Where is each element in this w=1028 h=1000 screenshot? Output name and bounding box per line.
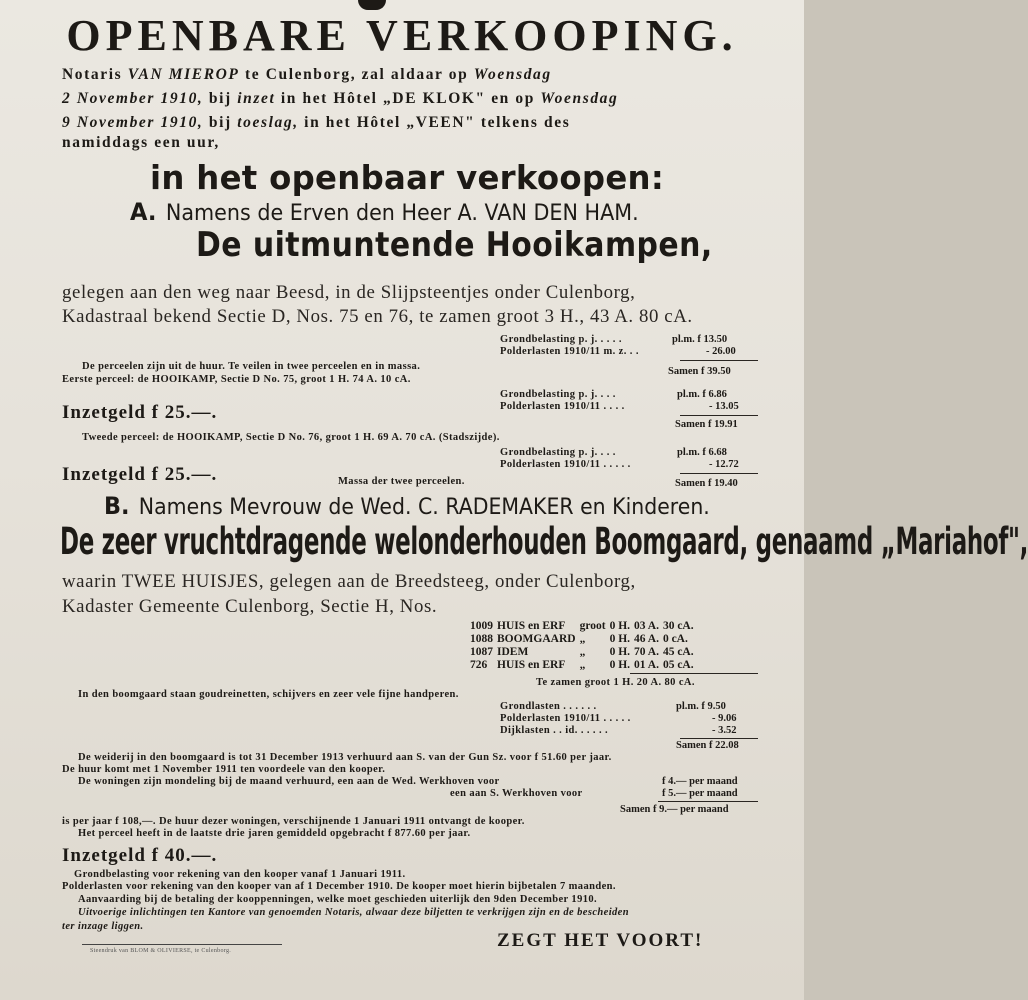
section-a-letter: A. bbox=[130, 198, 157, 226]
section-b-letter: B. bbox=[104, 492, 130, 520]
parcel-name: HUIS en ERF bbox=[497, 659, 566, 671]
dijklasten-label: Dijklasten . . id. . . . . . bbox=[500, 725, 609, 736]
woningen-samen: Samen f 9.— per maand bbox=[620, 804, 729, 815]
parcel-h: 0 H. bbox=[609, 659, 631, 671]
intro-line-4: namiddags een uur, bbox=[62, 134, 220, 151]
parcel-h: 0 H. bbox=[609, 620, 631, 632]
perceel-1-tax-value: pl.m. f 6.86 bbox=[677, 389, 727, 400]
grondlasten-label: Grondlasten . . . . . . bbox=[500, 701, 597, 712]
parcel-groot: „ bbox=[579, 633, 586, 645]
parcel-name: BOOMGAARD bbox=[497, 633, 576, 645]
parcel-row bbox=[470, 620, 698, 633]
footer-line-2: Polderlasten voor rekening van den kooper van af 1 December 1910. De kooper moet hierin bijbetalen 7 maanden. bbox=[62, 881, 616, 892]
parcel-a: 01 A. bbox=[634, 659, 659, 671]
polderlasten-b-value: - 9.06 bbox=[712, 713, 737, 724]
parcel-ca: 45 cA. bbox=[662, 646, 694, 658]
section-a-desc-1: gelegen aan den weg naar Beesd, in de Slijpsteentjes onder Culenborg, bbox=[62, 282, 636, 303]
perceel-2-total: Samen f 19.40 bbox=[675, 478, 738, 489]
footer-rule bbox=[82, 944, 282, 945]
sum-rule bbox=[680, 473, 758, 474]
section-a-header: A. Namens de Erven den Heer A. VAN DEN HAM. bbox=[130, 198, 639, 226]
notary-name: VAN MIEROP bbox=[127, 66, 240, 83]
sum-rule bbox=[630, 673, 758, 674]
woningen-note-1: De woningen zijn mondeling bij de maand verhuurd, een aan de Wed. Werkhoven voor bbox=[78, 776, 500, 787]
parcel-row bbox=[470, 659, 698, 672]
parcel-no: 1087 bbox=[470, 646, 493, 658]
perceel-2-tax: Grondbelasting p. j. . . . bbox=[500, 447, 616, 458]
footer-line-4: Uitvoerige inlichtingen ten Kantore van genoemden Notaris, alwaar deze biljetten te verkrijgen zijn en de bescheiden bbox=[78, 907, 629, 918]
perceel-2-polder: Polderlasten 1910/11 . . . . . bbox=[500, 459, 631, 470]
dijklasten-value: - 3.52 bbox=[712, 725, 737, 736]
sum-rule bbox=[680, 360, 758, 361]
intro-line-1: Notaris VAN MIEROP te Culenborg, zal aldaar op Woensdag bbox=[62, 66, 552, 83]
poster-title: OPENBARE VERKOOPING. bbox=[66, 11, 738, 60]
parcel-ca: 05 cA. bbox=[662, 659, 694, 671]
inzetgeld-2: Inzetgeld f 25.—. bbox=[62, 464, 218, 485]
grondlasten-value: pl.m. f 9.50 bbox=[676, 701, 726, 712]
woningen-note-2: een aan S. Werkhoven voor bbox=[450, 788, 583, 799]
perceel-2-tax-value: pl.m. f 6.68 bbox=[677, 447, 727, 458]
weiderij-note: De weiderij in den boomgaard is tot 31 December 1913 verhuurd aan S. van der Gun Sz. voor f 51.60 per jaar. bbox=[78, 752, 612, 763]
perceel-1: Eerste perceel: de HOOIKAMP, Sectie D No. 75, groot 1 H. 74 A. 10 cA. bbox=[62, 374, 411, 385]
inzetgeld-3: Inzetgeld f 40.—. bbox=[62, 845, 218, 866]
intro-line-2: 2 November 1910, bij inzet in het Hôtel „DE KLOK" en op Woensdag bbox=[62, 90, 619, 107]
perceel-1-polder-value: - 13.05 bbox=[709, 401, 739, 412]
parcel-a: 70 A. bbox=[634, 646, 659, 658]
parcel-groot: „ bbox=[579, 646, 586, 658]
section-a-desc-2: Kadastraal bekend Sectie D, Nos. 75 en 76, te zamen groot 3 H., 43 A. 80 cA. bbox=[62, 306, 693, 327]
parcel-h: 0 H. bbox=[609, 646, 631, 658]
jaar-note-1: is per jaar f 108,—. De huur dezer woningen, verschijnende 1 Januari 1911 ontvangt de kooper. bbox=[62, 816, 525, 827]
total-a: Samen f 39.50 bbox=[668, 366, 731, 377]
section-a-note: De perceelen zijn uit de huur. Te veilen in twee perceelen en in massa. bbox=[82, 361, 421, 372]
printer-credit: Steendruk van BLOM & OLIVIERSE, te Culenborg. bbox=[90, 948, 232, 954]
intro-line-3: 9 November 1910, bij toeslag, in het Hôtel „VEEN" telkens des bbox=[62, 114, 571, 131]
parcel-no: 726 bbox=[470, 659, 488, 671]
hooikampen-heading: De uitmuntende Hooikampen, bbox=[196, 225, 713, 265]
parcel-a: 03 A. bbox=[634, 620, 659, 632]
parcel-groot: groot bbox=[579, 620, 606, 632]
footer-line-1: Grondbelasting voor rekening van den kooper vanaf 1 Januari 1911. bbox=[74, 869, 406, 880]
huur-note: De huur komt met 1 November 1911 ten voordeele van den kooper. bbox=[62, 764, 386, 775]
parcel-h: 0 H. bbox=[609, 633, 631, 645]
sum-rule bbox=[658, 801, 758, 802]
subtitle: in het openbaar verkoopen: bbox=[150, 158, 665, 197]
top-ornament bbox=[358, 0, 386, 10]
polderlasten-b-label: Polderlasten 1910/11 . . . . . bbox=[500, 713, 631, 724]
grondbelasting-label: Grondbelasting p. j. . . . . bbox=[500, 334, 622, 345]
perceel-1-polder: Polderlasten 1910/11 . . . . bbox=[500, 401, 625, 412]
woning-2-rent: f 5.— per maand bbox=[662, 788, 738, 799]
perceel-2: Tweede perceel: de HOOIKAMP, Sectie D No. 76, groot 1 H. 69 A. 70 cA. (Stadszijde). bbox=[82, 432, 500, 443]
sum-rule bbox=[680, 415, 758, 416]
mariahof-heading: De zeer vruchtdragende welonderhouden Boomgaard, genaamd „Mariahof", bbox=[60, 520, 1028, 563]
parcel-no: 1088 bbox=[470, 633, 493, 645]
parcel-ca: 30 cA. bbox=[662, 620, 694, 632]
parcel-name: IDEM bbox=[497, 646, 529, 658]
slogan: ZEGT HET VOORT! bbox=[497, 930, 704, 951]
samen-b: Samen f 22.08 bbox=[676, 740, 739, 751]
trees-note: In den boomgaard staan goudreinetten, schijvers en zeer vele fijne handperen. bbox=[78, 689, 459, 700]
jaar-note-2: Het perceel heeft in de laatste drie jaren gemiddeld opgebracht f 877.60 per jaar. bbox=[78, 828, 471, 839]
section-b-header: B. Namens Mevrouw de Wed. C. RADEMAKER en Kinderen. bbox=[104, 492, 710, 520]
perceel-1-tax: Grondbelasting p. j. . . . bbox=[500, 389, 616, 400]
total-size: Te zamen groot 1 H. 20 A. 80 cA. bbox=[536, 677, 695, 688]
perceel-2-polder-value: - 12.72 bbox=[709, 459, 739, 470]
grondbelasting-value: pl.m. f 13.50 bbox=[672, 334, 728, 345]
parcel-table bbox=[470, 620, 698, 672]
parcel-groot: „ bbox=[579, 659, 586, 671]
footer-line-5: ter inzage liggen. bbox=[62, 921, 144, 932]
inzetgeld-1: Inzetgeld f 25.—. bbox=[62, 402, 218, 423]
section-b-desc-1: waarin TWEE HUISJES, gelegen aan de Breedsteeg, onder Culenborg, bbox=[62, 571, 636, 592]
parcel-ca: 0 cA. bbox=[662, 633, 688, 645]
massa-note: Massa der twee perceelen. bbox=[338, 476, 465, 487]
parcel-row bbox=[470, 646, 698, 659]
perceel-1-total: Samen f 19.91 bbox=[675, 419, 738, 430]
parcel-row bbox=[470, 633, 698, 646]
polderlasten-value: - 26.00 bbox=[706, 346, 736, 357]
woning-1-rent: f 4.— per maand bbox=[662, 776, 738, 787]
parcel-name: HUIS en ERF bbox=[497, 620, 566, 632]
sum-rule bbox=[680, 738, 758, 739]
footer-line-3: Aanvaarding bij de betaling der kooppenningen, welke moet geschieden uiterlijk den 9den December 1910. bbox=[78, 894, 598, 905]
polderlasten-label: Polderlasten 1910/11 m. z. . . bbox=[500, 346, 639, 357]
section-b-desc-2: Kadaster Gemeente Culenborg, Sectie H, Nos. bbox=[62, 596, 438, 617]
parcel-a: 46 A. bbox=[634, 633, 659, 645]
parcel-no: 1009 bbox=[470, 620, 493, 632]
